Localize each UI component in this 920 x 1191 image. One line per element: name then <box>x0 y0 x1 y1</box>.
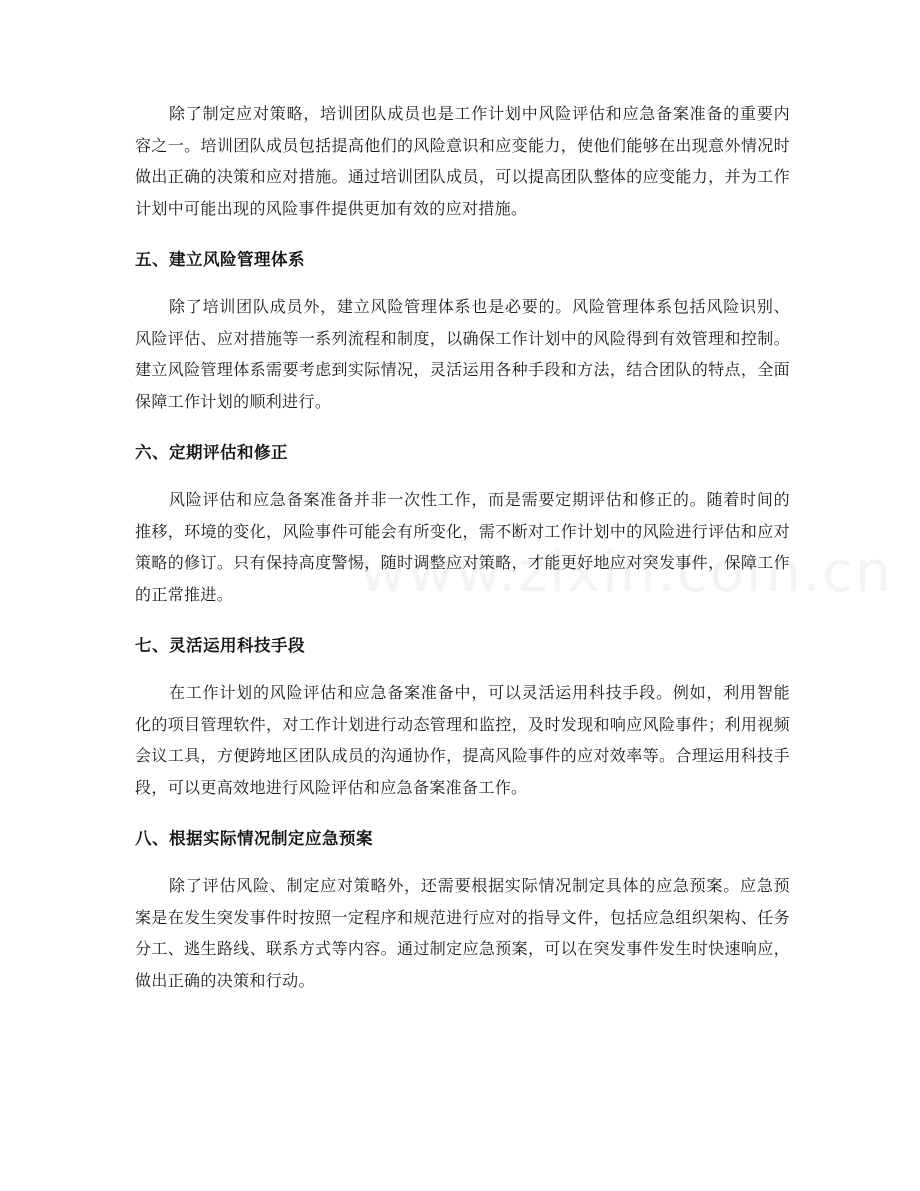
section-heading-7: 七、灵活运用科技手段 <box>135 636 305 655</box>
section-heading-8: 八、根据实际情况制定应急预案 <box>135 829 373 848</box>
section-heading-5: 五、建立风险管理体系 <box>135 250 305 269</box>
section-paragraph-8: 除了评估风险、制定应对策略外，还需要根据实际情况制定具体的应急预案。应急预案是在发生突发事件时按照一定程序和规范进行应对的指导文件，包括应急组织架构、任务分工、逃生路线、联系方式等内容。通过制定应急预案，可以在突发事件发生时快速响应，做出正确的决策和行动。 <box>135 876 790 990</box>
intro-paragraph: 除了制定应对策略，培训团队成员也是工作计划中风险评估和应急备案准备的重要内容之一。培训团队成员包括提高他们的风险意识和应变能力，使他们能够在出现意外情况时做出正确的决策和应对措施。通过培训团队成员，可以提高团队整体的应变能力，并为工作计划中可能出现的风险事件提供更加有效的应对措施。 <box>135 104 790 218</box>
section-heading-6: 六、定期评估和修正 <box>135 443 288 462</box>
section-paragraph-5: 除了培训团队成员外，建立风险管理体系也是必要的。风险管理体系包括风险识别、风险评估、应对措施等一系列流程和制度，以确保工作计划中的风险得到有效管理和控制。建立风险管理体系需要考虑到实际情况，灵活运用各种手段和方法，结合团队的特点，全面保障工作计划的顺利进行。 <box>135 297 790 411</box>
section-paragraph-6: 风险评估和应急备案准备并非一次性工作，而是需要定期评估和修正的。随着时间的推移，环境的变化，风险事件可能会有所变化，需不断对工作计划中的风险进行评估和应对策略的修订。只有保持高度警惕，随时调整应对策略，才能更好地应对突发事件，保障工作的正常推进。 <box>135 490 790 604</box>
section-paragraph-7: 在工作计划的风险评估和应急备案准备中，可以灵活运用科技手段。例如，利用智能化的项目管理软件，对工作计划进行动态管理和监控，及时发现和响应风险事件；利用视频会议工具，方便跨地区团队成员的沟通协作，提高风险事件的应对效率等。合理运用科技手段，可以更高效地进行风险评估和应急备案准备工作。 <box>135 683 790 797</box>
